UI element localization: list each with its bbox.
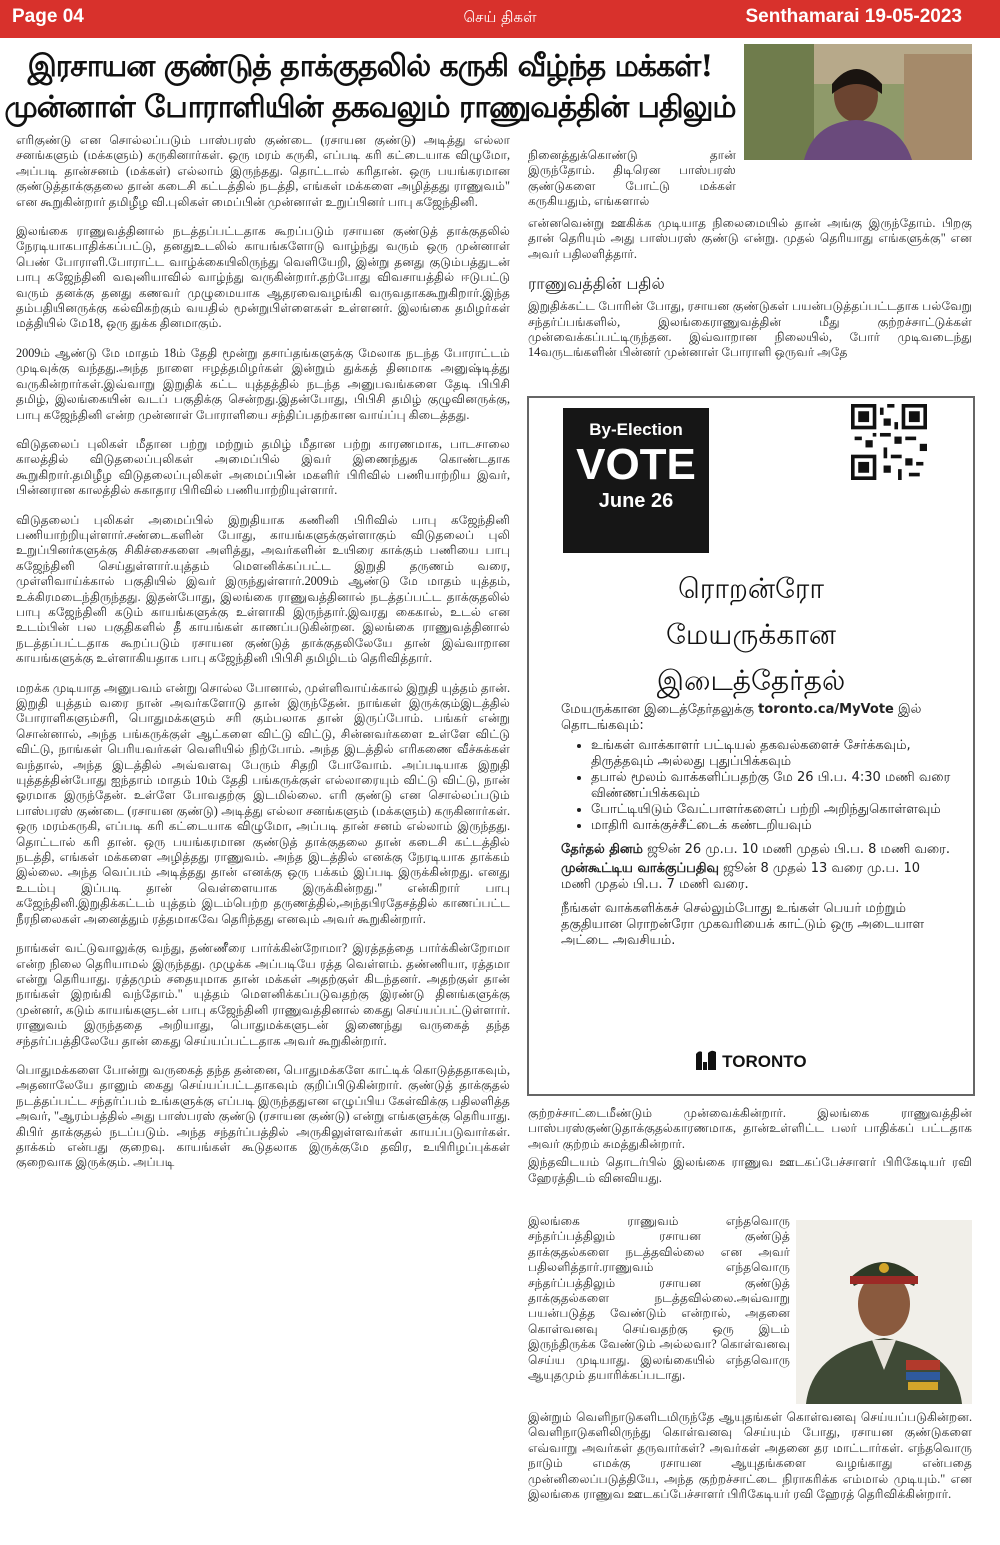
ad-advance-vote-label: முன்கூட்டிய வாக்குப்பதிவு xyxy=(561,861,719,876)
ad-title xyxy=(529,566,973,704)
right-top-narrow xyxy=(528,148,736,210)
headline xyxy=(0,46,740,128)
ad-intro-pre: மேயருக்கான இடைத்தேர்தலுக்கு xyxy=(561,702,754,717)
ad-bullet: • மாதிரி வாக்குச்சீட்டைக் கண்டறியவும் xyxy=(591,818,953,834)
left-para-4: விடுதலைப் புலிகள் மீதான பற்று மற்றும் தமிழ் மீதான பற்று காரணமாக, பாடசாலை காலத்தில் விடுதலைப்புலிகள் அமைப்பில் இவர் இணைந்துக கொண்டதாக கூறுகிறார்.தமிழீழ விடுதலைப்புலிகள் அமைப்பின் மகளிர் பிரிவில் பணியாற்றிய இவர், பின்னரான காலத்தில் சுகாதார பிரிவில் பணியாற்றியுள்ளார். xyxy=(16,436,510,498)
ad-body xyxy=(561,702,953,949)
left-para-5: விடுதலைப் புலிகள் அமைப்பில் இறுதியாக கணினி பிரிவில் பாபு கஜேந்தினி பணியாற்றியுள்ளார்.சண்டைகளின் போது, காயங்களுக்குள்ளாகும் விடுதலைப் புலி உறுப்பினர்களுக்கு சிகிச்சைகளை அளித்து, அவர்களின் உயிரை காக்கும் பணியை பாபு கஜேந்தினி செய்துள்ளார்.யுத்தம் மௌனிக்கப்பட்ட இறுதி தருணம் வரை, முள்ளிவாய்க்கால் பகுதியில் இவர் இருந்துள்ளார்.2009ம் ஆண்டு மே மாதம் யுத்தம், உக்கிரமடைந்திருந்தது. இதன்போது, இலங்கை ராணுவத்தினால் நடத்தப்பட்ட தாக்குதலில் பாபு கஜேந்தினி கடும் காயங்களுக்கு உள்ளாகி இருந்தார்.இவரது கைகால், உடல் என உடம்பின் பல பகுதிகளில் தீ காயங்கள் காணப்படுகின்றன. இலங்கை ராணுவத்தினால் நடத்தப்பட்டதாக கூறப்படும் ரசாயன குண்டுத் தாக்குதலிலேயே தான் இவ்வாறான காயங்களுக்கு உள்ளாகியதாக பாபு கஜேந்தினி பிபிசி தமிழிடம் தெரிவித்தார். xyxy=(16,512,510,666)
right-bottom-column xyxy=(528,1106,972,1186)
left-para-3: 2009ம் ஆண்டு மே மாதம் 18ம் தேதி மூன்று தசாப்தங்களுக்கு மேலாக நடந்த போராட்டம் முடிவுக்கு வந்தது.அந்த நாளை ஈழத்தமிழர்கள் இன்றும் துக்கத் தினமாக அனுஷ்டித்து வருகின்றார்கள்.இவ்வாறு இறுதிக் கட்ட யுத்தத்தில் நடந்த அனுபவங்களை தேடி பிபிசி தமிழ், இலங்கையின் வடப் பகுதிக்கு சென்றது.இதன்போது, பிபிசி தமிழ் குழுவினருக்கு, பாபு கஜேந்தினி என்ற முன்னாள் போராளியை சந்திப்பதற்கான வாய்ப்பு கிடைத்தது. xyxy=(16,345,510,422)
ad-title-line-2: மேயருக்கான xyxy=(666,618,836,651)
right-bottom-text-4: இன்றும் வெளிநாடுகளிடமிருந்தே ஆயுதங்கள் கொள்வனவு செய்யப்படுகின்றன. வெளிநாடுகளிலிருந்து கொள்வனவு செய்யும் போது, ரசாயன குண்டுகளை எவ்வாறு அவர்கள் தருவார்கள்? அவர்கள் அதனை தர மாட்டார்கள். எந்தவொரு நாடும் எமக்கு ரசாயன ஆயுதங்களை வழங்காது என்பதை முன்னிலைப்படுத்தியே, அந்த குற்றச்சாட்டை நிராகரிக்க எம்மால் முடியும்." என இலங்கை ராணுவ ஊடகப்பேச்சாளர் பிரிகேடியர் ரவி ஹேரத் தெரிவிக்கின்றார். xyxy=(528,1410,972,1502)
badge-vote: VOTE xyxy=(576,440,696,489)
ad-intro-post: இல் தொடங்கவும்: xyxy=(561,702,922,733)
left-para-6: மறக்க முடியாத அனுபவம் என்று சொல்ல போனால், முள்ளிவாய்க்கால் இறுதி யுத்தம் தான். இறுதி யுத்தம் வரை நான் அவர்களோடு தான் இருந்தேன். நாங்கள் இருக்கும்இடத்தில் போராளிகளும்சரி, பொதுமக்களும் சரி கும்பலாக தான் இருப்போம். பங்கர் என்று சொன்னால், அந்த பங்கருக்குள் ஆட்களை விட்டு விட்டு, சின்னவர்களை உள்ளே விட்டு விட்டு, நாங்கள் பெரியவர்கள் வெளியில் நிற்போம். அந்த இடத்தில் எரிகணை வீச்சுக்கள் வந்தால், அந்த இடத்தில் அவ்வளவு பேரும் சிதறி போவோம். அப்படியாக இறுதி யுத்தத்தின்போது ஐந்தாம் மாதம் 10ம் தேதி பங்கருக்குள் எல்லாரையும் விட்டு விட்டு, நான் ஓரமாக இருந்தேன். உள்ளே போவதற்கு இடமில்லை. எரி குண்டு என சொல்லப்படும் பாஸ்பரஸ் குண்டை (ரசாயன குண்டு) அடித்து எல்லா சனங்களும் (மக்களும்) கருகினார்கள். ஒரு மரம்கருகி, எப்படி கரி கட்டையாக விழுமோ, அப்படி தான் சனம் எல்லாம் இருந்தது. தொட்டால் கரி தான். ஒரு பயங்கரமான குண்டுத் தாக்குதலை தான் கடைசி கட்டத்தில் நடத்தி, எங்கள் மக்களை அழித்தது ராணுவம். அந்த இடத்தில் எனக்கு நேரடியாக தாக்கம் இல்லை. அந்த வெப்பம் அடித்தது தான் எனக்கு ஒரு பக்கம் இப்படி இருக்கின்றது. எனது உடம்பு இப்படி தான் வெள்ளையாக இருக்கின்றது." என்கிறார் பாபு கஜேந்தினி.இறுதிக்கட்டம் யுத்தம் இடம்பெற்ற தருணத்தில்,அந்தபிரதேசத்தில் காணப்பட்ட நீரநிலைகள் அனைத்தும் ரத்தமாகவே தெரிந்தது எனவும் அவர் கூறுகின்றார். xyxy=(16,680,510,926)
right-bottom-wide xyxy=(528,1410,972,1502)
toronto-logo xyxy=(529,1050,973,1072)
right-bottom-text-3: இலங்கை ராணுவம் எந்தவொரு சந்தர்ப்பத்திலும் ரசாயன குண்டுத் தாக்குதல்களை நடத்தவில்லை என அவர் பதிலளித்தார்.ராணுவம் எந்தவொரு சந்தர்ப்பத்திலும் ரசாயன குண்டுத் தாக்குதல்களை நடத்தவில்லை.அவ்வாறு பயன்படுத்த வேண்டும் என்றால், அதனை கொள்வனவு செய்வதற்கு ஒரு இடம் இருந்திருக்க வேண்டும் அல்லவா? கொள்வனவு செய்ய முடியாது. இலங்கையில் எந்தவொரு ஆயுதமும் தயாரிக்கப்படாது. xyxy=(528,1214,790,1383)
ad-intro xyxy=(561,702,953,734)
right-bottom-text-2: இந்தவிடயம் தொடர்பில் இலங்கை ராணுவ ஊடகப்பேச்சாளர் பிரிகேடியர் ரவி ஹேரத்திடம் வினவியது. xyxy=(528,1155,972,1185)
toronto-logo-text: TORONTO xyxy=(722,1052,807,1071)
badge-by-election: By-Election xyxy=(589,420,683,439)
ad-bullet: • உங்கள் வாக்காளர் பட்டியல் தகவல்களைச் சேர்க்கவும், திருத்தவும் அல்லது புதுப்பிக்கவும் xyxy=(591,738,953,770)
ad-election-day xyxy=(561,842,953,858)
photo-army-spokesman xyxy=(796,1220,972,1404)
qr-code xyxy=(851,404,927,480)
headline-line-1: இரசாயன குண்டுத் தாக்குதலில் கருகி வீழ்ந்த மக்கள்! xyxy=(27,49,713,84)
left-para-7: நாங்கள் வட்டுவாலுக்கு வந்து, தண்ணீரை பார்க்கின்றோமா? இரத்தத்தை பார்க்கின்றோமா என்ற நிலை தெரியாமல் இருந்தது. முழுக்க அப்படியே ரத்த வெள்ளம். தண்ணியா, ரத்தமா என்று தெரியாது. ரத்தமும் சதையுமாக தான் மக்கள் அதற்குள் கிடந்தனர். அதற்குள் தான் நாங்கள் இறங்கி வந்தோம்." யுத்தம் மௌனிக்கப்படுவதற்கு இரண்டு தினங்களுக்கு முன்னர், கடும் காயங்களுடன் பாபு கஜேந்தினி ராணுவத்தினால் கைது செய்யப்பட்டுள்ளார். ராணுவம் இருந்ததை அறியாது, பொதுமக்களுடன் இணைந்து வருகைத் தந்த சந்தர்ப்பத்திலேயே தான் கைது செய்யப்பட்டதாக அவர் கூறுகின்றார். xyxy=(16,941,510,1048)
ad-election-day-text: ஜூன் 26 மு.ப. 10 மணி முதல் பி.ப. 8 மணி வரை. xyxy=(647,842,951,857)
ad-title-line-3: இடைத்தேர்தல் xyxy=(656,664,846,697)
top-bar xyxy=(0,0,1000,38)
right-top-text-2: என்னவென்று ஊகிக்க முடியாத நிலைமையில் தான் அங்கு இருந்தோம். பிறகு தான் தெரியும் அது பாஸ்பரஸ் குண்டு என்று. முதல் தெரியாது எங்களுக்கு" என அவர் பதிலளித்தார். xyxy=(528,216,972,261)
right-top-text-1: நினைத்துக்கொண்டு தான் இருந்தோம். திடிரென பாஸ்பரஸ் குண்டுகளை போட்டு மக்கள் கருகியதும், எங்களால் xyxy=(528,148,736,209)
ad-advance-vote xyxy=(561,861,953,893)
right-top-column xyxy=(528,216,972,361)
ad-election-day-label: தேர்தல் தினம் xyxy=(561,842,643,857)
left-para-1: எரிகுண்டு என சொல்லப்படும் பாஸ்பரஸ் குண்டை (ரசாயன குண்டு) அடித்து எல்லா சனங்களும் (மக்களும்) கருகினார்கள். ஒரு மரம் கருகி, எப்படி கரி கட்டையாக விழுமோ, அப்படி தான்சனம் (மக்கள்) எல்லாம் இருந்தது. தொட்டால் கரிதான். ஒரு பயங்கரமான குண்டுத்தாக்குதலை தான் கடைசி கட்டத்தில் நடத்தி, எங்கள் மக்களை அழித்தது ராணுவம்" என கூறுகின்றார் தமிழீழ வி.புலிகள் மைப்பின் முன்னாள் உறுப்பினர் பாபு கஜேந்தினி. xyxy=(16,133,510,209)
ad-title-line-1: ரொறன்ரோ xyxy=(677,572,825,605)
right-bottom-narrow xyxy=(528,1214,790,1383)
city-hall-icon xyxy=(695,1050,717,1070)
headline-line-2: முன்னாள் போராளியின் தகவலும் ராணுவத்தின் பதிலும் xyxy=(4,90,736,125)
masthead-date: Senthamarai 19-05-2023 xyxy=(745,6,962,27)
right-top-text-3: இறுதிக்கட்ட போரின் போது, ரசாயன குண்டுகள் பயன்படுத்தப்பட்டதாக பல்வேறு சந்தர்ப்பங்களில், இலங்கைராணுவத்தின் மீது குற்றச்சாட்டுக்கள் முன்வைக்கப்பட்டிருந்தன. இவ்வாறான நிலையில், போர் முடிவடைந்து 14வருடங்களின் பின்னர் முன்னாள் போராளி ஒருவர் அதே xyxy=(528,299,972,360)
vote-badge xyxy=(563,408,709,553)
subheading-army-response: ராணுவத்தின் பதில் xyxy=(528,274,665,294)
ad-bullet-list xyxy=(561,738,953,834)
election-advertisement xyxy=(527,396,975,1096)
ad-bullet: • தபால் மூலம் வாக்களிப்பதற்கு மே 26 பி.ப. 4:30 மணி வரை விண்ணப்பிக்கவும் xyxy=(591,770,953,802)
ad-advance-vote-text: ஜூன் 8 முதல் 13 வரை மு.ப. 10 மணி முதல் பி.ப. 7 மணி வரை. xyxy=(561,861,921,892)
left-para-2: இலங்கை ராணுவத்தினால் நடத்தப்பட்டதாக கூறப்படும் ரசாயன குண்டுத் தாக்குதலில் நேரடியாகபாதிக்கப்பட்டு, தனதுஉடலில் காயங்களோடு வாழ்ந்து வரும் ஒரு முன்னாள் பெண் போராளி.போராட்ட வாழ்க்கையிலிருந்து வெளியேறி, இன்று தனது குடும்பத்துடன் பாபு கஜேந்தினி வவுனியாவில் வாழ்ந்து வருகின்றார்.தற்போது விவசாயத்தில் ஈடுபட்டு வரும் தனக்கு தனது கணவர் முழுமையாக ஆதரவைவழங்கி வருவதாககூறுகிறார்.இந்த தம்பதியினருக்கு கல்விகற்கும் வயதில் மூன்றுபிள்ளைகள் உள்ளனர். இலங்கை தமிழர்கள் மத்தியில் மே18, ஒரு துக்க தினமாகும். xyxy=(16,224,510,331)
ad-id-requirement: நீங்கள் வாக்களிக்கச் செல்லும்போது உங்கள் பெயர் மற்றும் தகுதியான ரொறன்ரோ முகவரியைக் காட்டும் ஒரு அடையாள அட்டை அவசியம். xyxy=(561,901,925,948)
ad-bullet: • போட்டியிடும் வேட்பாளர்களைப் பற்றி அறிந்துகொள்ளவும் xyxy=(591,802,953,818)
right-bottom-text-1: குற்றச்சாட்டைமீண்டும் முன்வைக்கின்றார். இலங்கை ராணுவத்தின் பாஸ்பரஸ்குண்டுதாக்குதல்காரணமாக, தான்உள்ளிட்ட பலர் பாதிக்கப் பட்டதாக அவர் குற்றம் சுமத்துகின்றார். xyxy=(528,1106,972,1151)
page-number: Page 04 xyxy=(12,6,84,27)
badge-date: June 26 xyxy=(598,490,674,512)
ad-intro-url[interactable]: toronto.ca/MyVote xyxy=(758,702,894,717)
photo-babu-gajenthini xyxy=(744,44,972,160)
left-para-8: பொதுமக்களை போன்று வருகைத் தந்த தன்னை, பொதுமக்களே காட்டிக் கொடுத்ததாகவும், அதனாலேயே தானும் கைது செய்யப்பட்டதாகவும் குறிப்பிடுகின்றார். குண்டுத் தாக்குதல் நடத்தப்பட்ட சந்தர்ப்பம் உங்களுக்கு எப்படி இருந்ததுஎன எழுப்பிய கேள்விக்கு பதிலளித்த அவர், "ஆரம்பத்தில் அது பாஸ்பரஸ் குண்டு (ரசாயன குண்டு) என்று எங்களுக்கு தெரியாது. கிபிர் தாக்குதல் நடப்படும். அந்த சந்தர்ப்பத்தில் அருகிலுள்ளவர்கள் காயப்படுவார்கள். தாக்கம் என்பது குறைவு. காயங்கள் கூடுதலாக இருக்குமே தவிர, உயிரிழப்புக்கள் குறைவாக இருக்கும். அப்படி xyxy=(16,1062,510,1170)
section-label: செய் திகள் xyxy=(463,8,537,26)
left-column xyxy=(16,133,510,1171)
